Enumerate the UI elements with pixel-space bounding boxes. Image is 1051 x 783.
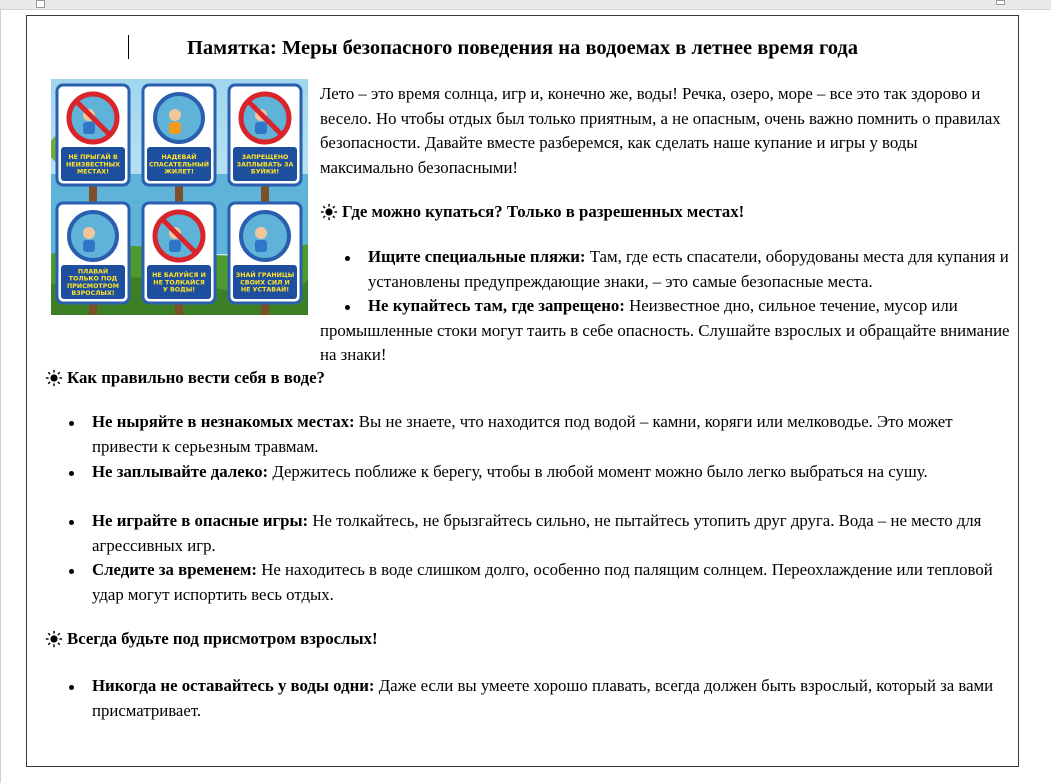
sign-caption: ЖИЛЕТ! <box>164 168 194 176</box>
list-item-text: Не находитесь в воде слишком долго, особенно под палящим солнцем. Переохлаждение или тепловой удар могут испортить весь отдых. <box>92 560 993 604</box>
margin-marker[interactable] <box>36 0 45 8</box>
bullet <box>69 520 74 525</box>
list-item-text: Вы не знаете, что находится под водой – камни, коряги или мелководье. Это может привести к серьезным травмам. <box>92 412 953 456</box>
sign-caption: ЗНАЙ ГРАНИЦЫ <box>235 272 295 280</box>
list-item <box>92 460 1012 485</box>
list-item-text: Держитесь поближе к берегу, чтобы в любой момент можно было легко выбраться на сушу. <box>268 462 928 481</box>
list-item-text: Там, где есть спасатели, оборудованы места для купания и установлены предупреждающие знаки, – это самые безопасные места. <box>368 247 1009 291</box>
list-item-title: Ищите специальные пляжи: <box>368 247 586 266</box>
sign-caption: НЕ УСТАВАЙ! <box>240 286 290 294</box>
bullet <box>69 569 74 574</box>
list-item-title: Не заплывайте далеко: <box>92 462 269 481</box>
list-item-title: Не купайтесь там, где запрещено: <box>368 296 625 315</box>
list-item <box>320 294 1010 368</box>
list-item-title: Никогда не оставайтесь у воды одни: <box>92 676 375 695</box>
sign-caption: У ВОДЫ! <box>162 286 196 294</box>
section-heading <box>45 366 325 390</box>
list-item <box>92 509 1012 558</box>
sign-caption: СПАСАТЕЛЬНЫЙ <box>149 161 209 169</box>
sign-caption: СВОИХ СИЛ И <box>240 279 290 287</box>
sun-icon <box>45 369 63 387</box>
section-heading-text: Как правильно вести себя в воде? <box>67 368 325 387</box>
ruler-bar <box>0 0 1051 10</box>
list-item-text: Не толкайтесь, не брызгайтесь сильно, не пытайтесь утопить друг друга. Вода – не место для агрессивных игр. <box>92 511 982 555</box>
sign-caption: НАДЕВАЙ <box>161 154 197 162</box>
sign-caption: ЗАПЛЫВАТЬ ЗА <box>236 161 294 169</box>
sign-caption: НЕ ПРЫГАЙ В <box>68 154 118 162</box>
left-edge <box>0 9 1 783</box>
know-limits-icon <box>229 203 301 315</box>
sign-caption: НЕ ТОЛКАЙСЯ <box>153 279 205 287</box>
sign-caption: НЕИЗВЕСТНЫХ <box>66 161 120 169</box>
sign-caption: ЗАПРЕЩЕНО <box>241 154 289 162</box>
section-heading-text: Где можно купаться? Только в разрешенных местах! <box>342 202 745 221</box>
sign-caption: БУЙКИ! <box>250 168 280 176</box>
sun-icon <box>45 630 63 648</box>
list-item <box>368 245 1018 294</box>
section-heading <box>320 200 744 224</box>
supervision-icon <box>57 203 129 315</box>
sign-caption: ПЛАВАЙ <box>77 268 109 276</box>
bullet <box>69 421 74 426</box>
sign-caption: ТОЛЬКО ПОД <box>68 275 118 283</box>
water-safety-illustration <box>51 79 308 315</box>
margin-marker[interactable] <box>996 0 1005 5</box>
section-heading-text: Всегда будьте под присмотром взрослых! <box>67 629 378 648</box>
list-item <box>92 558 1012 607</box>
no-pushing-icon <box>143 203 215 315</box>
list-item-text: Неизвестное дно, сильное течение, мусор или промышленные стоки могут таить в себе опасность. Слушайте взрослых и обращайте внимание на знаки! <box>320 296 1010 364</box>
no-diving-icon <box>57 85 129 202</box>
document-page[interactable] <box>26 15 1019 767</box>
list-item-title: Следите за временем: <box>92 560 257 579</box>
document-title: Памятка: Меры безопасного поведения на водоемах в летнее время года <box>186 37 859 59</box>
sign-caption: МЕСТАХ! <box>76 168 110 176</box>
list-item <box>92 410 1012 459</box>
bullet <box>345 256 350 261</box>
life-vest-icon <box>143 85 215 202</box>
section-heading <box>45 627 378 651</box>
intro-paragraph: Лето – это время солнца, игр и, конечно же, воды! Речка, озеро, море – все это так здорово и весело. Но чтобы отдых был только приятным, а не опасным, очень важно помнить о правилах безопасности. Давайте вместе разберемся, как сделать наше купание и игры у воды максимально безопасными! <box>320 84 1001 177</box>
list-item-title: Не играйте в опасные игры: <box>92 511 309 530</box>
list-item-title: Не ныряйте в незнакомых местах: <box>92 412 355 431</box>
list-item <box>92 674 1012 723</box>
no-buoys-icon <box>229 85 301 202</box>
bullet <box>69 471 74 476</box>
sign-caption: ВЗРОСЛЫХ! <box>71 290 115 298</box>
sign-caption: НЕ БАЛУЙСЯ И <box>152 272 206 280</box>
sign-caption: ПРИСМОТРОМ <box>67 282 119 290</box>
list-item-text: Даже если вы умеете хорошо плавать, всегда должен быть взрослый, который за вами присматривает. <box>92 676 994 720</box>
bullet <box>69 685 74 690</box>
sun-icon <box>320 203 338 221</box>
text-cursor <box>128 35 129 59</box>
